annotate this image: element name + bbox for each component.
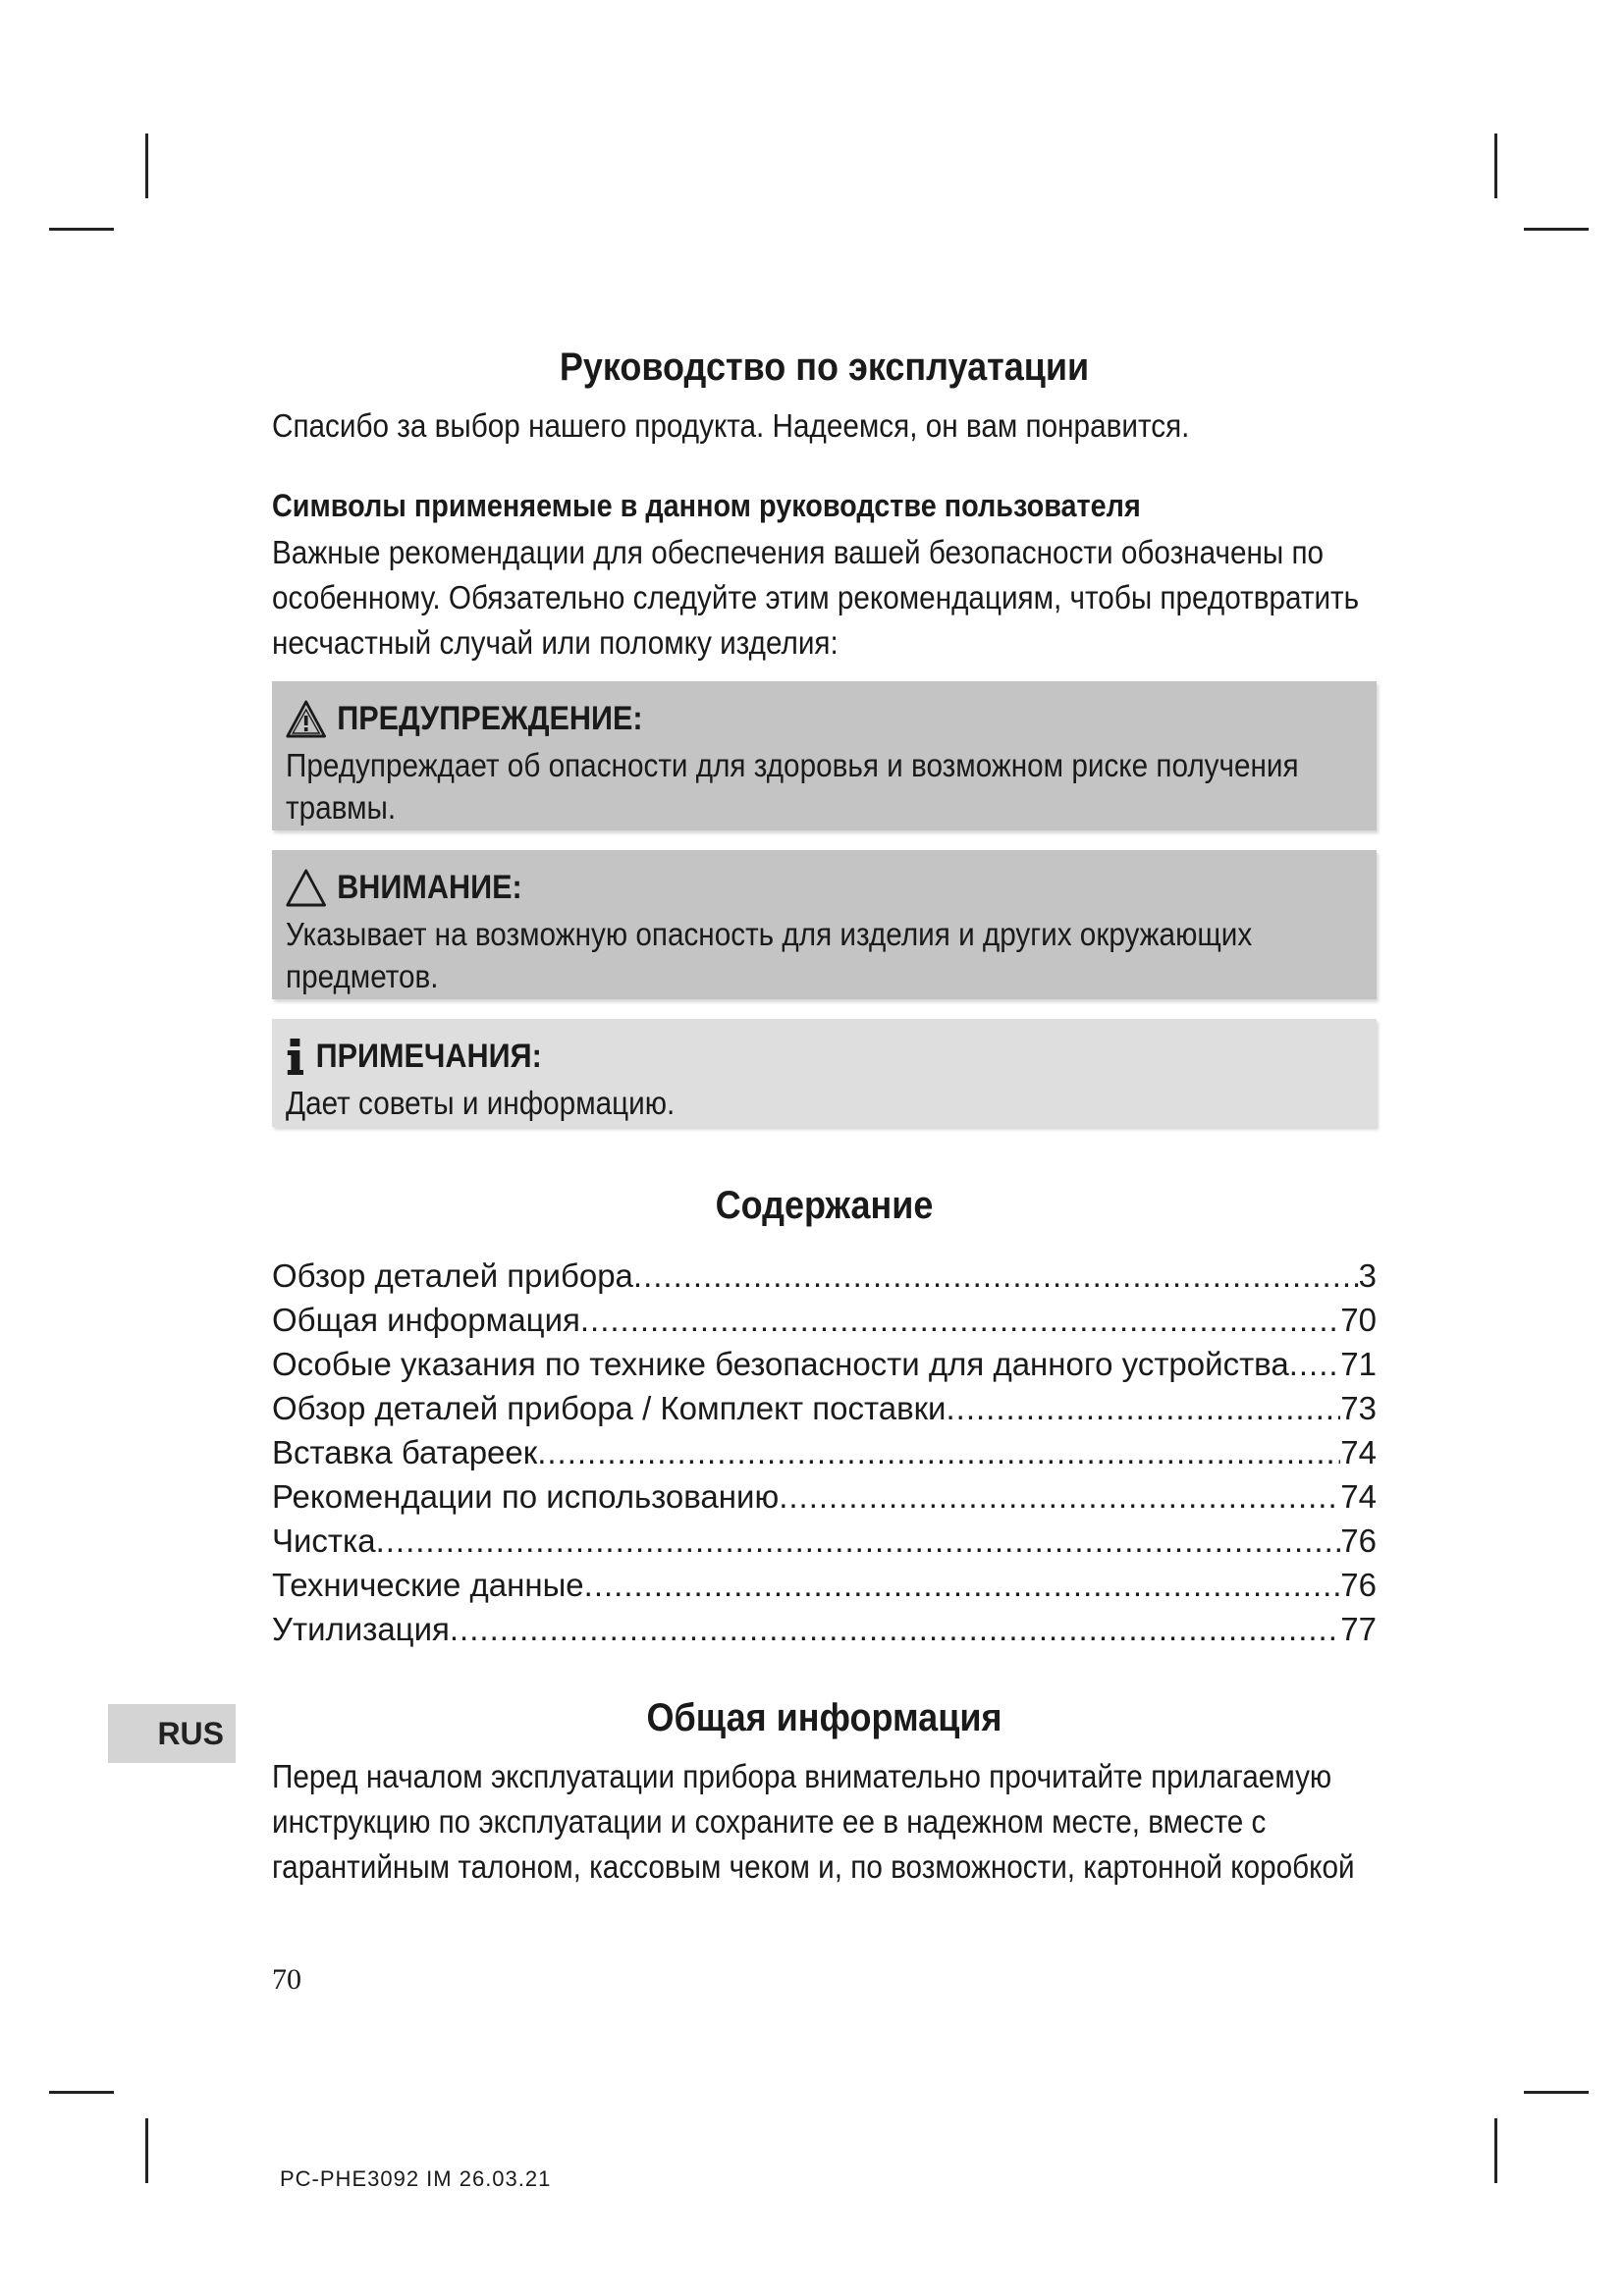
toc-item-page: 71 — [1340, 1346, 1377, 1382]
warning-text: Предупреждает об опасности для здоровья и возможном риске получения — [286, 747, 1299, 783]
toc-item — [272, 1607, 1377, 1651]
text-line: инструкцию по эксплуатации и сохраните ее в надежном месте, вместе с — [272, 1803, 1267, 1840]
toc-leader-dots — [946, 1386, 1340, 1430]
caution-title-row — [286, 862, 1255, 913]
toc-item-label: Вставка батареек — [272, 1434, 538, 1470]
toc-item — [272, 1430, 1377, 1474]
toc-item — [272, 1519, 1377, 1563]
toc-leader-dots — [779, 1474, 1340, 1519]
note-text: Дает советы и информацию. — [286, 1085, 676, 1121]
toc-item-page: 3 — [1358, 1257, 1377, 1294]
toc-item-page: 73 — [1340, 1390, 1377, 1426]
crop-mark — [1494, 2118, 1497, 2183]
toc-item-page: 74 — [1340, 1478, 1377, 1515]
toc-item-label: Обзор деталей прибора / Комплект поставки — [272, 1390, 947, 1426]
document-code: PC-PHE3092 IM 26.03.21 — [280, 2166, 552, 2191]
toc-item-label: Особые указания по технике безопасности для данного устройства — [272, 1346, 1289, 1382]
toc-item — [272, 1298, 1377, 1342]
note-title: ПРИМЕЧАНИЯ: — [315, 1037, 542, 1075]
toc-item-label: Утилизация — [272, 1611, 450, 1647]
toc-item-page: 74 — [1340, 1434, 1377, 1470]
crop-mark — [49, 228, 114, 231]
general-paragraph — [272, 1754, 1377, 1890]
contents-heading: Содержание — [715, 1184, 934, 1227]
language-tab: RUS — [108, 1704, 236, 1763]
toc-item-page: 76 — [1340, 1567, 1377, 1603]
page-content — [272, 346, 1377, 1890]
note-box — [272, 1019, 1377, 1127]
text-line: Важные рекомендации для обеспечения вашей безопасности обозначены по — [272, 534, 1325, 570]
symbols-paragraph — [272, 530, 1377, 666]
toc-item-label: Рекомендации по использованию — [272, 1478, 780, 1515]
crop-mark — [145, 133, 148, 198]
text-line: Перед началом эксплуатации прибора внимательно прочитайте прилагаемую — [272, 1758, 1332, 1794]
warning-title-row — [286, 693, 1255, 744]
note-title-row — [286, 1031, 1255, 1082]
text-line: несчастный случай или поломку изделия: — [272, 624, 839, 661]
toc-item — [272, 1474, 1377, 1519]
toc-item-page: 76 — [1340, 1522, 1377, 1559]
text-line: гарантийным талоном, кассовым чеком и, по возможности, картонной коробкой — [272, 1848, 1355, 1885]
warning-triangle-icon — [286, 699, 326, 738]
crop-mark — [1524, 228, 1589, 231]
toc-item — [272, 1386, 1377, 1430]
crop-mark — [49, 2091, 114, 2094]
caution-triangle-icon — [286, 868, 326, 907]
crop-mark — [1494, 133, 1497, 198]
page-number: 70 — [272, 1963, 301, 1996]
intro-text: Спасибо за выбор нашего продукта. Надеемся, он вам понравится. — [272, 407, 1190, 444]
info-icon — [286, 1037, 305, 1076]
toc-leader-dots — [584, 1563, 1341, 1607]
toc-leader-dots — [450, 1607, 1340, 1651]
toc-leader-dots — [633, 1254, 1359, 1298]
toc-item-label: Обзор деталей прибора — [272, 1257, 633, 1294]
symbols-heading: Символы применяемые в данном руководстве пользователя — [272, 488, 1141, 523]
crop-mark — [145, 2118, 148, 2183]
toc-item — [272, 1342, 1377, 1386]
toc-leader-dots — [1289, 1342, 1341, 1386]
toc-leader-dots — [580, 1298, 1340, 1342]
warning-text: травмы. — [286, 789, 397, 826]
caution-box — [272, 850, 1377, 999]
warning-box — [272, 681, 1377, 830]
caution-text: Указывает на возможную опасность для изделия и других окружающих — [286, 916, 1253, 952]
general-heading: Общая информация — [646, 1696, 1002, 1739]
toc-leader-dots — [376, 1519, 1341, 1563]
table-of-contents — [272, 1254, 1377, 1651]
toc-item-page: 70 — [1340, 1302, 1377, 1338]
caution-text: предметов. — [286, 958, 439, 994]
toc-item-page: 77 — [1340, 1611, 1377, 1647]
warning-title: ПРЕДУПРЕЖДЕНИЕ: — [337, 699, 643, 737]
caution-title: ВНИМАНИЕ: — [337, 868, 522, 906]
toc-item-label: Общая информация — [272, 1302, 580, 1338]
toc-item-label: Чистка — [272, 1522, 376, 1559]
toc-item — [272, 1563, 1377, 1607]
toc-item — [272, 1254, 1377, 1298]
toc-item-label: Технические данные — [272, 1567, 584, 1603]
text-line: особенному. Обязательно следуйте этим рекомендациям, чтобы предотвратить — [272, 579, 1360, 615]
page-title: Руководство по эксплуатации — [559, 346, 1090, 389]
toc-leader-dots — [537, 1430, 1340, 1474]
crop-mark — [1524, 2091, 1589, 2094]
